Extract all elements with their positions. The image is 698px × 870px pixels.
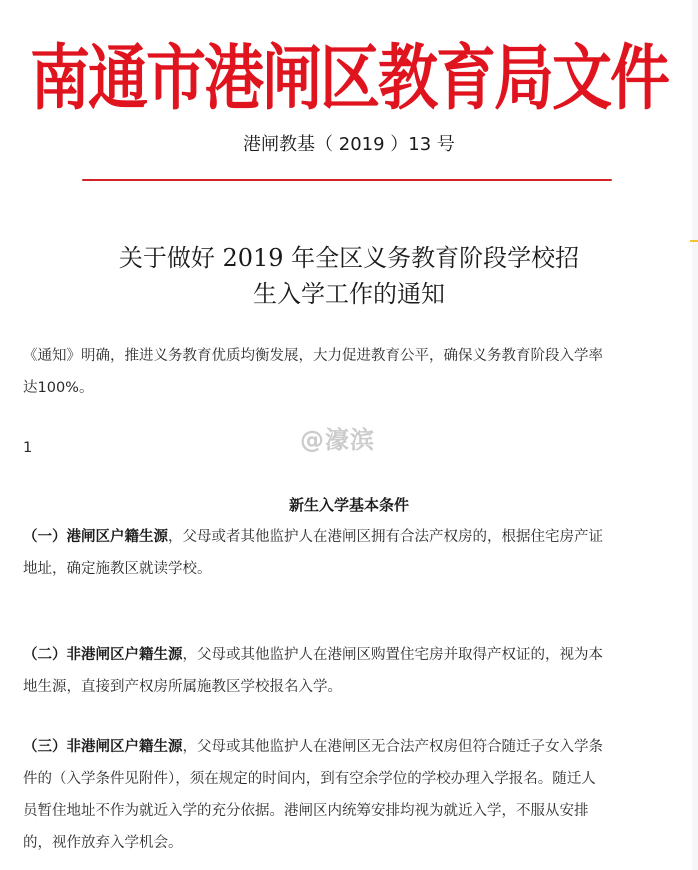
watermark: @濠滨 (300, 426, 375, 454)
issuer-title: 南通市港闸区教育局文件 (30, 37, 668, 121)
condition-item-1 (23, 521, 669, 585)
item-text: ，父母或其他监护人在港闸区购置住宅房并取得产权证的，视为本 (182, 647, 603, 663)
item-line: 的，视作放弃入学机会。 (23, 835, 183, 851)
condition-item-2 (23, 639, 669, 703)
item-line: 地生源，直接到产权房所属施教区学校报名入学。 (23, 679, 342, 695)
notice-title (0, 240, 698, 312)
section-heading: 新生入学基本条件 (288, 496, 409, 514)
item-bold-label: 非港闸区户籍生源 (66, 739, 183, 755)
item-line (23, 521, 669, 553)
item-bold-label: 非港闸区户籍生源 (66, 647, 183, 663)
item-line (23, 639, 669, 671)
item-text: ，父母或其他监护人在港闸区无合法产权房但符合随迁子女入学条 (182, 739, 603, 755)
document-number: 港闸教基（ 2019 ）13 号 (243, 134, 455, 155)
red-divider (82, 179, 612, 181)
condition-item-3 (23, 731, 669, 859)
item-bold-label: 港闸区户籍生源 (66, 529, 168, 545)
item-text: ，父母或者其他监护人在港闸区拥有合法产权房的，根据住宅房产证 (168, 529, 603, 545)
item-prefix: （三） (23, 739, 67, 755)
intro-line1: 《通知》明确，推进义务教育优质均衡发展，大力促进教育公平，确保义务教育阶段入学率 (23, 348, 603, 364)
item-line: 地址，确定施教区就读学校。 (23, 561, 212, 577)
intro-line2: 达100%。 (23, 380, 94, 396)
item-line (23, 731, 669, 763)
notice-title-line2: 生入学工作的通知 (253, 280, 445, 308)
item-line: 员暂住地址不作为就近入学的充分依据。港闸区内统筹安排均视为就近入学，不服从安排 (23, 803, 589, 819)
intro-paragraph (23, 340, 669, 404)
item-line: 件的（入学条件见附件），须在规定的时间内，到有空余学位的学校办理入学报名。随迁人 (23, 771, 596, 787)
section-number: 1 (23, 440, 33, 456)
notice-title-line1: 关于做好 2019 年全区义务教育阶段学校招 (118, 244, 580, 272)
page-edge (692, 0, 698, 870)
item-prefix: （一） (23, 529, 67, 545)
item-prefix: （二） (23, 647, 67, 663)
